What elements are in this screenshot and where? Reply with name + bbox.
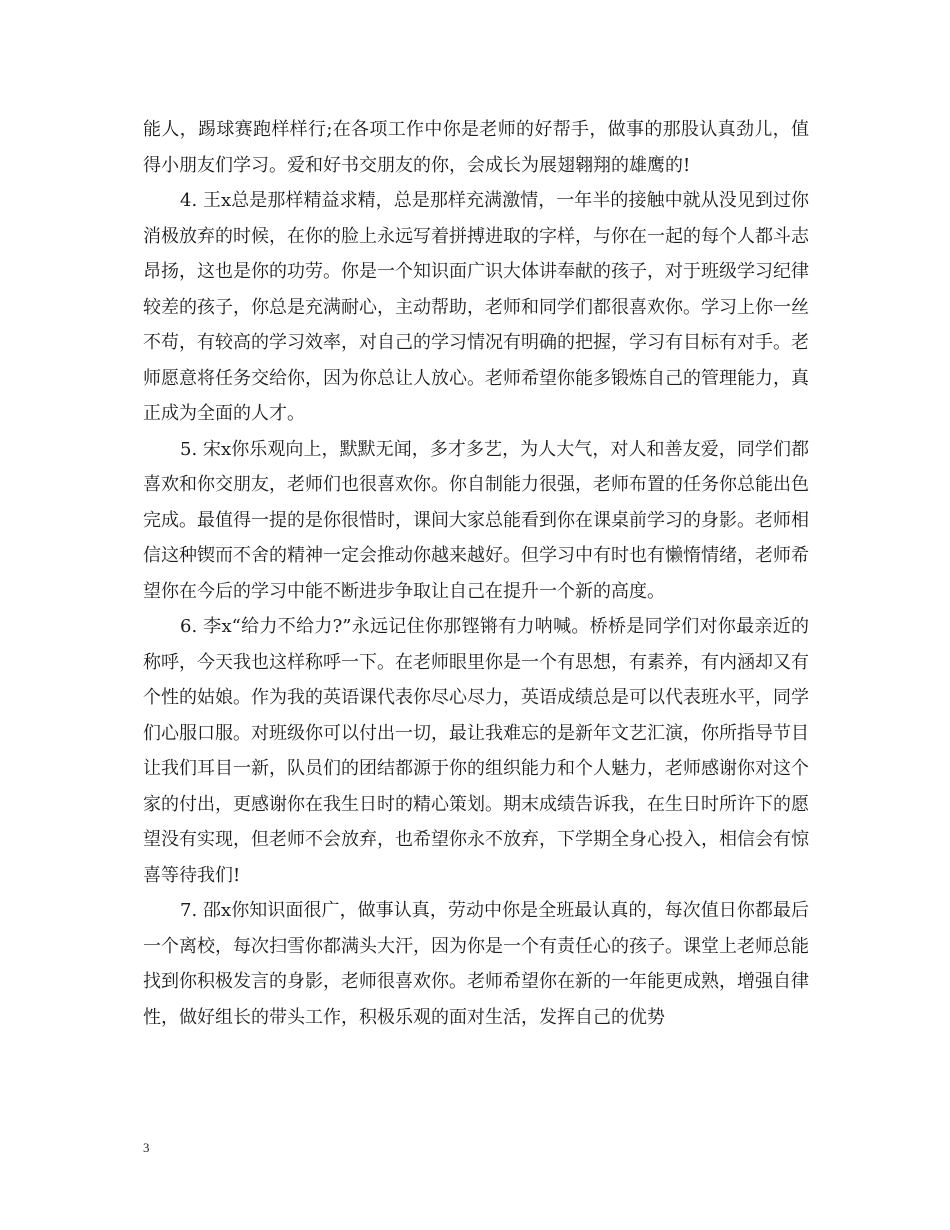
paragraph-continuation: 能人，踢球赛跑样样行;在各项工作中你是老师的好帮手，做事的那股认真劲儿，值得小朋友们学习。爱和好书交朋友的你，会成长为展翅翱翔的雄鹰的! (143, 119, 809, 176)
page-number: 3 (143, 1140, 150, 1155)
paragraph-comment-5: 5. 宋x你乐观向上，默默无闻，多才多艺，为人大气，对人和善友爱，同学们都喜欢和你交朋友，老师们也很喜欢你。你自制能力很强，老师布置的任务你总能出色完成。最值得一提的是你很惜时，课间大家总能看到你在课桌前学习的身影。老师相信这种锲而不舍的精神一定会推动你越来越好。但学习中有时也有懒惰情绪，老师希望你在今后的学习中能不断进步争取让自己在提升一个新的高度。 (143, 438, 809, 602)
paragraph-comment-7: 7. 邵x你知识面很广，做事认真，劳动中你是全班最认真的，每次值日你都最后一个离校，每次扫雪你都满头大汗，因为你是一个有责任心的孩子。课堂上老师总能找到你积极发言的身影，老师很喜欢你。老师希望你在新的一年能更成熟，增强自律性，做好组长的带头工作，积极乐观的面对生活，发挥自己的优势 (143, 900, 809, 1028)
paragraph-comment-6: 6. 李x“给力不给力?”永远记住你那铿锵有力呐喊。桥桥是同学们对你最亲近的称呼，今天我也这样称呼一下。在老师眼里你是一个有思想，有素养，有内涵却又有个性的姑娘。作为我的英语课代表你尽心尽力，英语成绩总是可以代表班水平，同学们心服口服。对班级你可以付出一切，最让我难忘的是新年文艺汇演，你所指导节目让我们耳目一新，队员们的团结都源于你的组织能力和个人魅力，老师感谢你对这个家的付出，更感谢你在我生日时的精心策划。期末成绩告诉我，在生日时所许下的愿望没有实现，但老师不会放弃，也希望你永不放弃，下学期全身心投入，相信会有惊喜等待我们! (143, 616, 809, 886)
paragraph-comment-4: 4. 王x总是那样精益求精，总是那样充满激情，一年半的接触中就从没见到过你消极放弃的时候，在你的脸上永远写着拼搏进取的字样，与你在一起的每个人都斗志昂扬，这也是你的功劳。你是一个知识面广识大体讲奉献的孩子，对于班级学习纪律较差的孩子，你总是充满耐心，主动帮助，老师和同学们都很喜欢你。学习上你一丝不苟，有较高的学习效率，对自己的学习情况有明确的把握，学习有目标有对手。老师愿意将任务交给你，因为你总让人放心。老师希望你能多锻炼自己的管理能力，真正成为全面的人才。 (143, 190, 809, 424)
document-body (143, 112, 809, 1035)
